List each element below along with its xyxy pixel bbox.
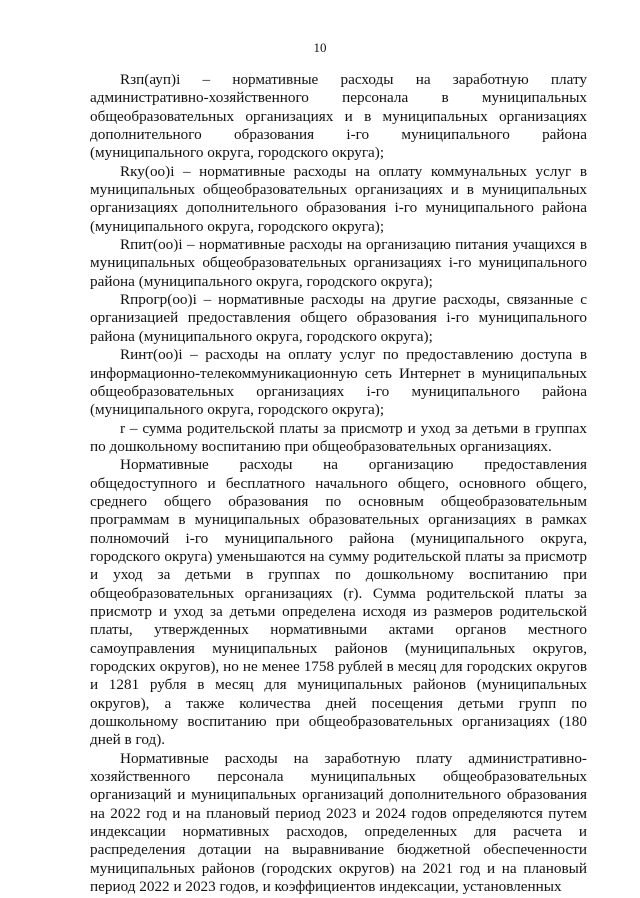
definition-rprogr-oo: Rпрогр(оо)i – нормативные расходы на другие расходы, связанные с организацией предоставления общего образования i-го муниципального района (муниципального округа, городского округа);: [90, 291, 587, 345]
document-body: [90, 71, 587, 896]
paragraph-indexation: Нормативные расходы на заработную плату административно-хозяйственного персонала муниципальных общеобразовательных организаций и муниципальных организаций дополнительного образования на 2022 год и на плановый период 2023 и 2024 годов определяются путем индексации нормативных расходов, определенных для расчета и распределения дотации на выравнивание бюджетной обеспеченности муниципальных районов (городских округов) на 2021 год и на плановый период 2022 и 2023 годов, и коэффициентов индексации, установленных: [90, 749, 587, 896]
definition-rint-oo: Rинт(оо)i – расходы на оплату услуг по предоставлению доступа в информационно-телекоммуникационную сеть Интернет в муниципальных общеобразовательных организациях i-го муниципального района (муниципального округа, городского округа);: [90, 346, 587, 419]
paragraph-parental-fee: Нормативные расходы на организацию предоставления общедоступного и бесплатного начального общего, основного общего, среднего общего образования по основным общеобразовательным программам в муниципальных образовательных организациях в рамках полномочий i-го муниципального района (муниципального округа, городского округа) уменьшаются на сумму родительской платы за присмотр и уход за детьми в группах по дошкольному воспитанию при общеобразовательных организациях (r). Сумма родительской платы за присмотр и уход за детьми определена исходя из размеров родительской платы, утвержденных нормативными актами органов местного самоуправления муниципальных районов (муниципальных округов, городских округов), но не менее 1758 рублей в месяц для городских округов и 1281 рубля в месяц для муниципальных районов (муниципальных округов), а также количества дней посещения детьми групп по дошкольному воспитанию при общеобразовательных организациях (180 дней в год).: [90, 456, 587, 749]
definition-rku-oo: Rку(оо)i – нормативные расходы на оплату коммунальных услуг в муниципальных общеобразовательных организациях и в муниципальных организациях дополнительного образования i-го муниципального района (муниципального округа, городского округа);: [90, 162, 587, 235]
definition-rpit-oo: Rпит(оо)i – нормативные расходы на организацию питания учащихся в муниципальных общеобразовательных организациях i-го муниципального района (муниципального округа, городского округа);: [90, 236, 587, 290]
definition-rzp-aup: Rзп(ауп)i – нормативные расходы на заработную плату административно-хозяйственного персонала в муниципальных общеобразовательных организациях и в муниципальных организациях дополнительного образования i-го муниципального района (муниципального округа, городского округа);: [90, 71, 587, 162]
page-number: 10: [313, 40, 327, 55]
definition-r: r – сумма родительской платы за присмотр и уход за детьми в группах по дошкольному воспитанию при общеобразовательных организациях.: [90, 419, 587, 455]
